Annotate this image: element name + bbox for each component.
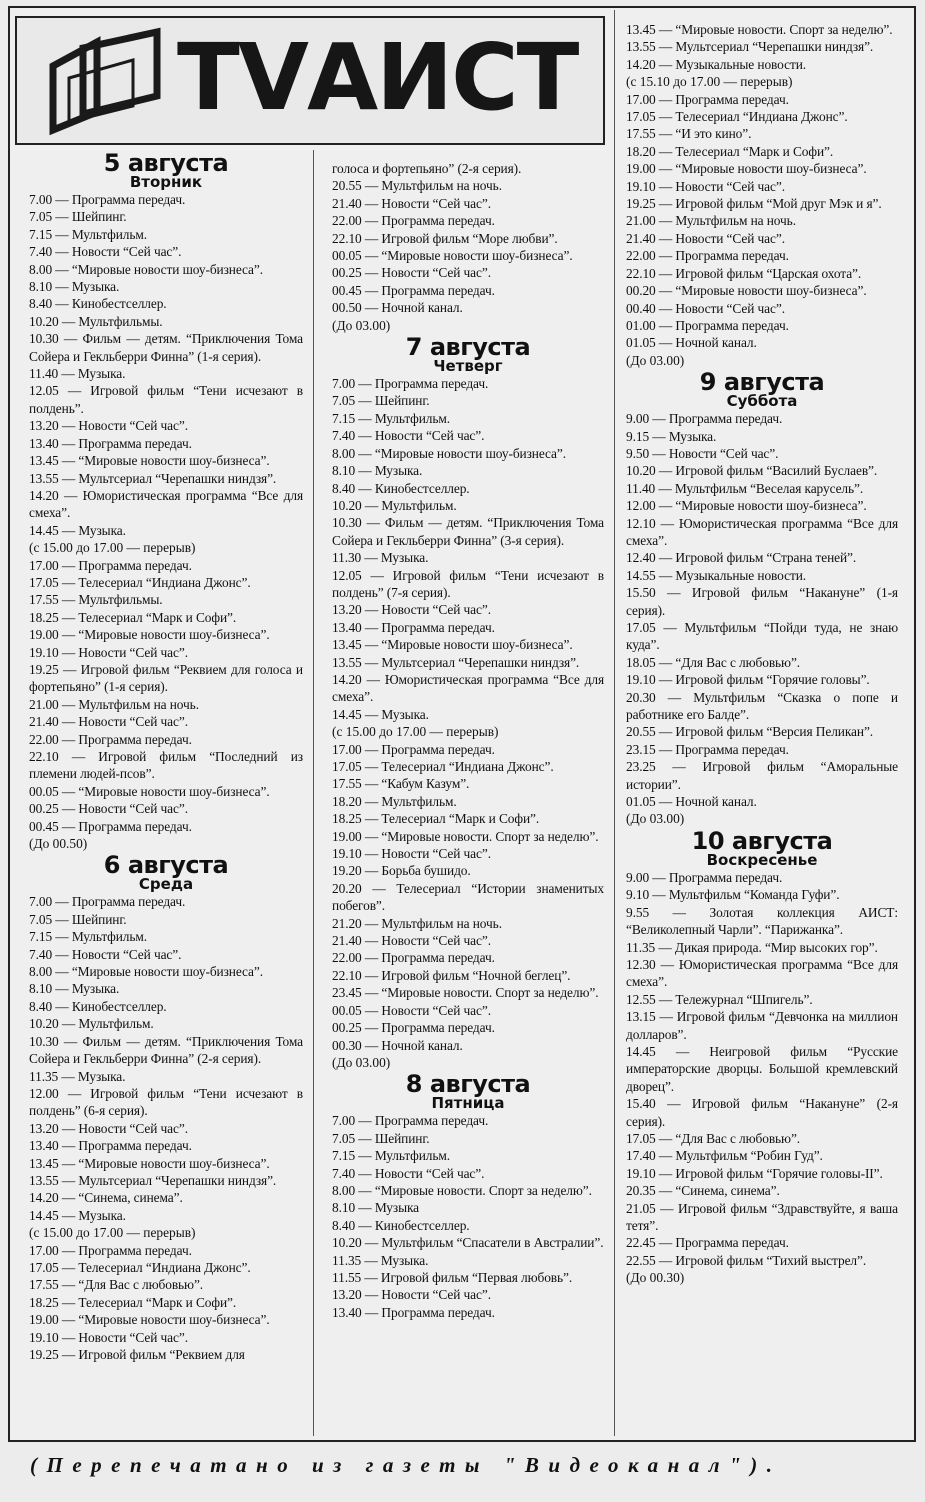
schedule-entry: 7.05 — Шейпинг. <box>29 209 127 225</box>
schedule-note: (До 00.50) <box>29 836 88 852</box>
schedule-note: (До 03.00) <box>626 352 685 368</box>
schedule-entry: 23.25 — Игровой фильм “Аморальные истории”. <box>626 759 898 792</box>
schedule-entry: 13.20 — Новости “Сей час”. <box>29 418 188 434</box>
schedule-entry: 13.45 — “Мировые новости шоу-бизнеса”. <box>332 637 573 653</box>
schedule-entry: 19.10 — Игровой фильм “Горячие головы-II”. <box>626 1165 883 1181</box>
schedule-entry: 18.25 — Телесериал “Марк и Софи”. <box>29 1294 237 1310</box>
schedule-entry: 8.00 — “Мировые новости шоу-бизнеса”. <box>332 445 566 461</box>
schedule-entry: 7.15 — Мультфильм. <box>29 226 147 242</box>
schedule-entry: 00.20 — “Мировые новости шоу-бизнеса”. <box>626 283 867 299</box>
schedule-entry: 17.00 — Программа передач. <box>626 91 789 107</box>
schedule-entry: 17.05 — Телесериал “Индиана Джонс”. <box>626 109 848 125</box>
schedule-entry: 19.00 — “Мировые новости шоу-бизнеса”. <box>29 1312 270 1328</box>
schedule-entry: 8.40 — Кинобестселлер. <box>332 480 470 496</box>
schedule-entry: 14.20 — “Синема, синема”. <box>29 1190 183 1206</box>
schedule-entry: 7.15 — Мультфильм. <box>332 1148 450 1164</box>
column-divider <box>313 150 314 1436</box>
schedule-entry: 22.10 — Игровой фильм “Последний из племени людей-псов”. <box>29 749 303 782</box>
masthead <box>15 16 605 145</box>
schedule-entry: 12.05 — Игровой фильм “Тени исчезают в полдень” (7-я серия). <box>332 567 604 600</box>
schedule-entry: 21.40 — Новости “Сей час”. <box>332 195 491 211</box>
schedule-entry: 13.40 — Программа передач. <box>29 1138 192 1154</box>
schedule-note: (с 15.00 до 17.00 — перерыв) <box>332 724 499 740</box>
schedule-entry: 22.00 — Программа передач. <box>626 248 789 264</box>
schedule-entry: 8.10 — Музыка. <box>29 279 120 295</box>
schedule-entry: 21.40 — Новости “Сей час”. <box>29 714 188 730</box>
schedule-entry: 22.45 — Программа передач. <box>626 1235 789 1251</box>
schedule-entry: 7.00 — Программа передач. <box>29 192 186 207</box>
schedule-entry: 13.20 — Новости “Сей час”. <box>332 1287 491 1303</box>
schedule-entry: 20.30 — Мультфильм “Сказка о попе и работнике его Балде”. <box>626 689 898 723</box>
schedule-entry: 10.20 — Мультфильм. <box>29 1016 154 1032</box>
schedule-entry: 8.00 — “Мировые новости шоу-бизнеса”. <box>29 964 263 980</box>
schedule-entry: 17.05 — Телесериал “Индиана Джонс”. <box>29 574 251 590</box>
schedule-entry: 9.50 — Новости “Сей час”. <box>626 445 779 461</box>
schedule-entry: 19.00 — “Мировые новости шоу-бизнеса”. <box>29 627 270 643</box>
schedule-entry: 7.15 — Мультфильм. <box>29 929 147 945</box>
schedule-entry: 19.00 — “Мировые новости шоу-бизнеса”. <box>626 161 867 177</box>
schedule-entry: 7.05 — Шейпинг. <box>332 393 430 409</box>
schedule-entry: 7.15 — Мультфильм. <box>332 410 450 426</box>
schedule-entry: голоса и фортепьяно” (2-я серия). <box>332 161 522 176</box>
schedule-entry: 14.55 — Музыкальные новости. <box>626 567 807 583</box>
schedule-entry: 14.45 — Музыка. <box>29 1207 126 1223</box>
source-note: (Перепечатано из газеты "Видеоканал"). <box>30 1453 782 1477</box>
schedule-entry: 19.25 — Игровой фильм “Мой друг Мэк и я”. <box>626 196 882 212</box>
schedule-entry: 00.05 — “Мировые новости шоу-бизнеса”. <box>332 248 573 264</box>
schedule-entry: 12.40 — Игровой фильм “Страна теней”. <box>626 550 857 566</box>
schedule-entry: 8.10 — Музыка. <box>332 463 423 479</box>
schedule-entry: 17.00 — Программа передач. <box>332 741 495 757</box>
schedule-entry: 19.20 — Борьба бушидо. <box>332 863 471 879</box>
schedule-entry: 17.05 — Телесериал “Индиана Джонс”. <box>29 1259 251 1275</box>
schedule-entry: 20.35 — “Синема, синема”. <box>626 1183 780 1199</box>
schedule-entry: 10.20 — Игровой фильм “Василий Буслаев”. <box>626 463 878 479</box>
schedule-column-3 <box>626 21 898 1287</box>
schedule-entry: 15.50 — Игровой фильм “Накануне” (1-я серия). <box>626 585 898 618</box>
day-heading <box>626 368 898 411</box>
day-heading <box>332 333 604 376</box>
schedule-entry: 11.40 — Мультфильм “Веселая карусель”. <box>626 480 864 496</box>
schedule-entry: 18.20 — Мультфильм. <box>332 793 457 809</box>
day-date: 8 августа <box>405 1070 531 1099</box>
schedule-entry: 13.45 — “Мировые новости шоу-бизнеса”. <box>29 1155 270 1171</box>
schedule-entry: 18.25 — Телесериал “Марк и Софи”. <box>332 811 540 827</box>
schedule-entry: 12.55 — Тележурнал “Шпигель”. <box>626 991 813 1007</box>
day-heading <box>332 1070 604 1113</box>
schedule-entry: 18.05 — “Для Вас с любовью”. <box>626 654 801 670</box>
schedule-entry: 17.40 — Мультфильм “Робин Гуд”. <box>626 1148 823 1164</box>
schedule-entry: 17.05 — Телесериал “Индиана Джонс”. <box>332 759 554 774</box>
schedule-note: (с 15.00 до 17.00 — перерыв) <box>29 1225 196 1241</box>
schedule-entry: 17.05 — Мультфильм “Пойди туда, не знаю куда”. <box>626 620 898 653</box>
schedule-entry: 19.10 — Новости “Сей час”. <box>626 178 785 194</box>
schedule-entry: 14.45 — Музыка. <box>29 522 126 538</box>
schedule-entry: 01.00 — Программа передач. <box>626 317 789 333</box>
schedule-entry: 19.10 — Игровой фильм “Горячие головы”. <box>626 672 870 688</box>
schedule-entry: 12.10 — Юмористическая программа “Все для смеха”. <box>626 515 898 548</box>
schedule-entry: 10.20 — Мультфильм “Спасатели в Австралии”. <box>332 1235 604 1251</box>
schedule-entry: 7.05 — Шейпинг. <box>332 1130 430 1146</box>
schedule-entry: 7.00 — Программа передач. <box>29 894 186 910</box>
schedule-entry: 13.20 — Новости “Сей час”. <box>29 1120 188 1136</box>
stork-logo-icon <box>39 26 169 138</box>
schedule-entry: 23.15 — Программа передач. <box>626 741 789 757</box>
schedule-entry: 19.10 — Новости “Сей час”. <box>332 846 491 862</box>
schedule-entry: 01.05 — Ночной канал. <box>626 794 757 810</box>
schedule-entry: 21.05 — Игровой фильм “Здравствуйте, я ваша тетя”. <box>626 1200 898 1233</box>
schedule-entry: 21.20 — Мультфильм на ночь. <box>332 915 502 931</box>
schedule-entry: 17.55 — “Кабум Казум”. <box>332 776 470 792</box>
schedule-entry: 19.10 — Новости “Сей час”. <box>29 1329 188 1345</box>
schedule-entry: 12.00 — “Мировые новости шоу-бизнеса”. <box>626 498 867 514</box>
schedule-entry: 00.05 — “Мировые новости шоу-бизнеса”. <box>29 783 270 799</box>
schedule-note: (До 00.30) <box>626 1270 685 1286</box>
schedule-entry: 00.25 — Новости “Сей час”. <box>29 801 188 817</box>
schedule-entry: 00.50 — Ночной канал. <box>332 300 463 316</box>
schedule-entry: 22.55 — Игровой фильм “Тихий выстрел”. <box>626 1252 867 1268</box>
schedule-entry: 22.10 — Игровой фильм “Море любви”. <box>332 230 558 246</box>
schedule-entry: 19.10 — Новости “Сей час”. <box>29 644 188 660</box>
schedule-entry: 11.35 — Музыка. <box>332 1252 429 1268</box>
schedule-entry: 8.40 — Кинобестселлер. <box>332 1217 470 1233</box>
schedule-entry: 8.40 — Кинобестселлер. <box>29 296 167 312</box>
schedule-entry: 13.55 — Мультсериал “Черепашки ниндзя”. <box>626 39 874 55</box>
day-weekday: Вторник <box>129 173 203 191</box>
day-date: 9 августа <box>699 368 825 397</box>
schedule-entry: 13.20 — Новости “Сей час”. <box>332 602 491 618</box>
schedule-entry: 22.00 — Программа передач. <box>29 731 192 747</box>
brand-title: TVАИСТ <box>177 24 578 131</box>
schedule-entry: 14.45 — Неигровой фильм “Русские императорские дворцы. Большой кремлевский дворец”. <box>626 1043 898 1094</box>
schedule-entry: 20.20 — Телесериал “Истории знаменитых побегов”. <box>332 880 604 914</box>
schedule-entry: 00.25 — Программа передач. <box>332 1020 495 1036</box>
day-date: 10 августа <box>691 826 833 855</box>
schedule-entry: 9.15 — Музыка. <box>626 428 717 444</box>
schedule-entry: 9.10 — Мультфильм “Команда Гуфи”. <box>626 887 840 903</box>
schedule-entry: 11.40 — Музыка. <box>29 366 126 382</box>
schedule-entry: 19.25 — Игровой фильм “Реквием для <box>29 1347 245 1362</box>
schedule-entry: 00.05 — Новости “Сей час”. <box>332 1002 491 1018</box>
column-divider <box>614 10 615 1436</box>
schedule-entry: 13.40 — Программа передач. <box>332 1304 495 1320</box>
schedule-entry: 7.40 — Новости “Сей час”. <box>332 428 485 444</box>
schedule-column-2 <box>332 160 604 1321</box>
day-heading <box>626 826 898 869</box>
schedule-entry: 21.40 — Новости “Сей час”. <box>332 933 491 949</box>
schedule-entry: 7.00 — Программа передач. <box>332 376 489 392</box>
schedule-entry: 12.05 — Игровой фильм “Тени исчезают в полдень”. <box>29 383 303 416</box>
schedule-entry: 17.00 — Программа передач. <box>29 1242 192 1258</box>
schedule-entry: 17.05 — “Для Вас с любовью”. <box>626 1130 801 1146</box>
schedule-entry: 17.00 — Программа передач. <box>29 557 192 573</box>
schedule-entry: 18.25 — Телесериал “Марк и Софи”. <box>29 609 237 625</box>
schedule-entry: 13.15 — Игровой фильм “Девчонка на миллион долларов”. <box>626 1009 898 1042</box>
schedule-entry: 11.55 — Игровой фильм “Первая любовь”. <box>332 1269 573 1285</box>
schedule-entry: 14.20 — Юмористическая программа “Все для смеха”. <box>332 671 604 705</box>
schedule-entry: 10.30 — Фильм — детям. “Приключения Тома Сойера и Гекльберри Финна” (3-я серия). <box>332 515 604 548</box>
schedule-note: (с 15.10 до 17.00 — перерыв) <box>626 74 793 90</box>
schedule-entry: 00.40 — Новости “Сей час”. <box>626 300 785 316</box>
schedule-entry: 00.25 — Новости “Сей час”. <box>332 265 491 281</box>
schedule-entry: 23.45 — “Мировые новости. Спорт за неделю”. <box>332 985 599 1001</box>
schedule-entry: 00.30 — Ночной канал. <box>332 1037 463 1053</box>
schedule-entry: 8.00 — “Мировые новости шоу-бизнеса”. <box>29 261 263 277</box>
day-weekday: Суббота <box>726 392 798 411</box>
schedule-entry: 12.30 — Юмористическая программа “Все для смеха”. <box>626 956 898 990</box>
day-heading <box>29 851 303 894</box>
schedule-entry: 14.20 — Юмористическая программа “Все для смеха”. <box>29 487 303 521</box>
schedule-entry: 13.45 — “Мировые новости шоу-бизнеса”. <box>29 453 270 469</box>
schedule-entry: 13.55 — Мультсериал “Черепашки ниндзя”. <box>29 1172 277 1188</box>
schedule-entry: 22.10 — Игровой фильм “Царская охота”. <box>626 265 862 281</box>
schedule-entry: 18.20 — Телесериал “Марк и Софи”. <box>626 143 834 159</box>
schedule-note: (До 03.00) <box>626 811 685 827</box>
schedule-entry: 7.40 — Новости “Сей час”. <box>332 1165 485 1181</box>
schedule-entry: 22.00 — Программа передач. <box>332 213 495 229</box>
schedule-entry: 8.10 — Музыка <box>332 1200 420 1216</box>
schedule-entry: 20.55 — Мультфильм на ночь. <box>332 178 502 194</box>
day-weekday: Воскресенье <box>706 850 818 869</box>
schedule-entry: 11.35 — Дикая природа. “Мир высоких гор”. <box>626 939 878 955</box>
schedule-entry: 22.10 — Игровой фильм “Ночной беглец”. <box>332 967 571 983</box>
schedule-entry: 00.45 — Программа передач. <box>29 818 192 834</box>
schedule-entry: 7.05 — Шейпинг. <box>29 911 127 927</box>
schedule-entry: 15.40 — Игровой фильм “Накануне” (2-я серия). <box>626 1096 898 1129</box>
schedule-entry: 14.45 — Музыка. <box>332 706 429 722</box>
schedule-entry: 01.05 — Ночной канал. <box>626 335 757 351</box>
schedule-entry: 8.40 — Кинобестселлер. <box>29 998 167 1014</box>
schedule-entry: 8.00 — “Мировые новости. Спорт за неделю”. <box>332 1182 592 1198</box>
schedule-entry: 10.30 — Фильм — детям. “Приключения Тома Сойера и Гекльберри Финна” (2-я серия). <box>29 1033 303 1067</box>
schedule-entry: 11.30 — Музыка. <box>332 550 429 566</box>
schedule-entry: 13.55 — Мультсериал “Черепашки ниндзя”. <box>332 654 580 670</box>
schedule-entry: 13.55 — Мультсериал “Черепашки ниндзя”. <box>29 470 277 486</box>
schedule-entry: 7.40 — Новости “Сей час”. <box>29 244 182 260</box>
schedule-note: (с 15.00 до 17.00 — перерыв) <box>29 540 196 556</box>
schedule-entry: 21.40 — Новости “Сей час”. <box>626 230 785 246</box>
schedule-column-1 <box>29 150 303 1363</box>
schedule-entry: 11.35 — Музыка. <box>29 1068 126 1084</box>
schedule-entry: 13.45 — “Мировые новости. Спорт за неделю”. <box>626 22 893 37</box>
day-weekday: Четверг <box>433 357 503 376</box>
schedule-entry: 20.55 — Игровой фильм “Версия Пеликан”. <box>626 724 874 740</box>
schedule-entry: 21.00 — Мультфильм на ночь. <box>626 213 796 229</box>
day-weekday: Среда <box>138 875 194 894</box>
schedule-entry: 9.00 — Программа передач. <box>626 869 783 885</box>
schedule-entry: 17.55 — Мультфильмы. <box>29 592 163 608</box>
schedule-entry: 22.00 — Программа передач. <box>332 950 495 966</box>
day-heading <box>29 149 303 191</box>
day-date: 6 августа <box>103 851 229 880</box>
day-date: 5 августа <box>103 149 229 177</box>
schedule-entry: 10.20 — Мультфильмы. <box>29 313 163 329</box>
schedule-entry: 13.40 — Программа передач. <box>332 619 495 635</box>
schedule-entry: 10.20 — Мультфильм. <box>332 497 457 513</box>
schedule-entry: 7.40 — Новости “Сей час”. <box>29 946 182 962</box>
schedule-entry: 21.00 — Мультфильм на ночь. <box>29 696 199 712</box>
schedule-entry: 12.00 — Игровой фильм “Тени исчезают в полдень” (6-я серия). <box>29 1085 303 1119</box>
schedule-entry: 00.45 — Программа передач. <box>332 282 495 298</box>
day-date: 7 августа <box>405 333 531 362</box>
schedule-entry: 19.25 — Игровой фильм “Реквием для голоса и фортепьяно” (1-я серия). <box>29 661 303 695</box>
schedule-entry: 8.10 — Музыка. <box>29 981 120 997</box>
schedule-entry: 14.20 — Музыкальные новости. <box>626 56 807 72</box>
schedule-entry: 9.55 — Золотая коллекция АИСТ: “Великолепный Чарли”. “Парижанка”. <box>626 904 898 938</box>
schedule-entry: 17.55 — “И это кино”. <box>626 126 752 142</box>
schedule-entry: 9.00 — Программа передач. <box>626 411 783 427</box>
schedule-entry: 7.00 — Программа передач. <box>332 1113 489 1129</box>
schedule-entry: 19.00 — “Мировые новости. Спорт за неделю”. <box>332 828 599 844</box>
schedule-entry: 10.30 — Фильм — детям. “Приключения Тома Сойера и Гекльберри Финна” (1-я серия). <box>29 331 303 364</box>
schedule-note: (До 03.00) <box>332 317 391 333</box>
day-weekday: Пятница <box>431 1094 505 1113</box>
schedule-entry: 17.55 — “Для Вас с любовью”. <box>29 1277 204 1293</box>
schedule-note: (До 03.00) <box>332 1054 391 1070</box>
schedule-entry: 13.40 — Программа передач. <box>29 435 192 451</box>
